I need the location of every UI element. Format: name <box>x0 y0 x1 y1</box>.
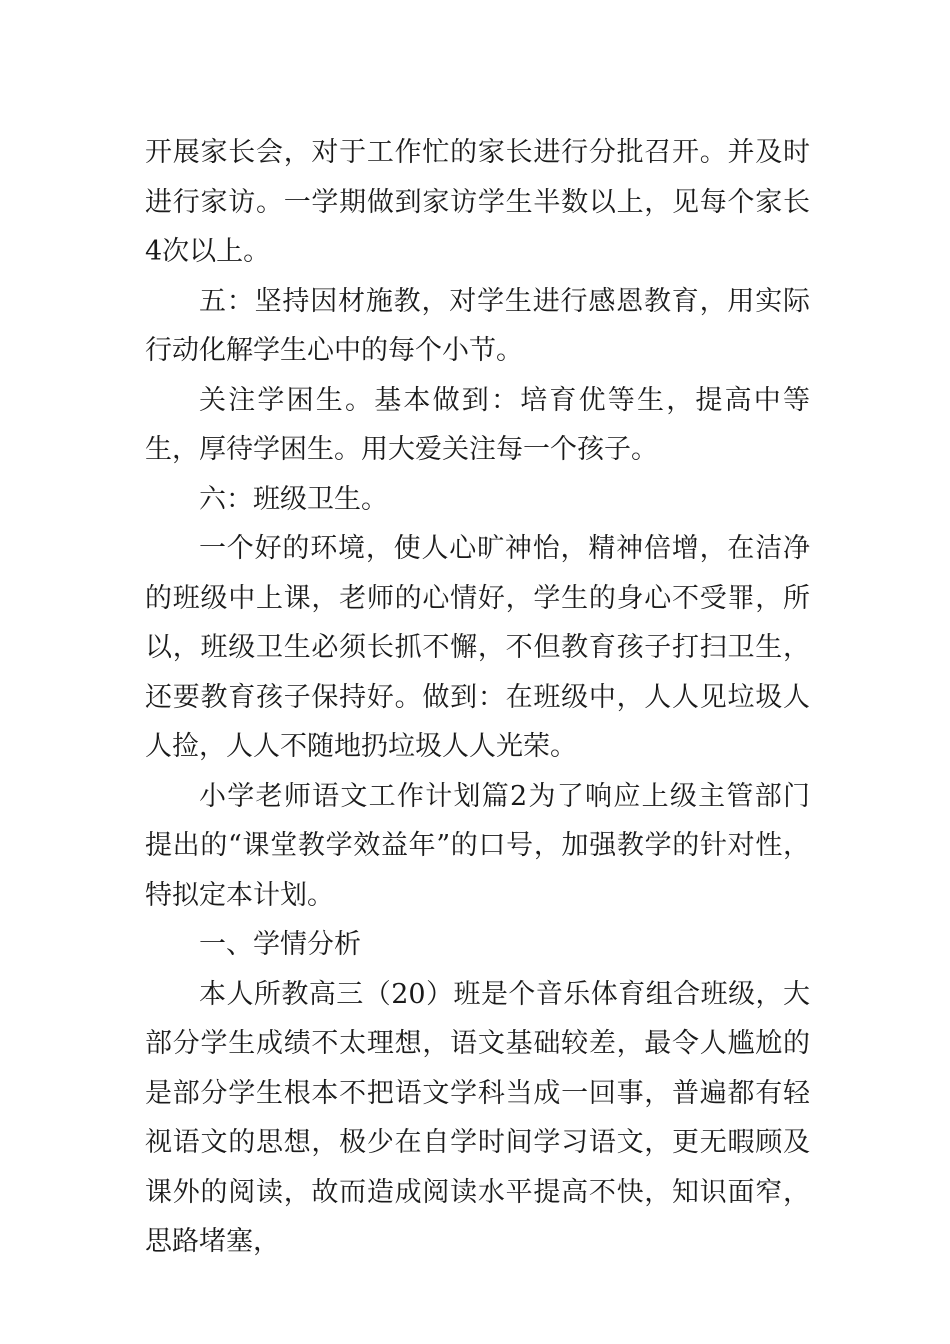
paragraph-struggling-students: 关注学困生。基本做到：培育优等生，提高中等生，厚待学困生。用大爱关注每一个孩子。 <box>145 384 810 465</box>
paragraph-section-six-heading: 六：班级卫生。 <box>199 483 388 515</box>
paragraph-class-hygiene: 一个好的环境，使人心旷神怡，精神倍增，在洁净的班级中上课，老师的心情好，学生的身心不受罪，所以，班级卫生必须长抓不懈，不但教育孩子打扫卫生，还要教育孩子保持好。做到：在班级中，人人见垃圾人人捡，人人不随地扔垃圾人人光荣。 <box>145 533 810 762</box>
document-body <box>145 128 810 1267</box>
paragraph-learning-analysis-heading: 一、学情分析 <box>199 929 361 960</box>
paragraph-parent-meetings: 开展家长会，对于工作忙的家长进行分批召开。并及时进行家访。一学期做到家访学生半数以上，见每个家长4次以上。 <box>145 137 810 267</box>
paragraph-plan-intro: 小学老师语文工作计划篇2为了响应上级主管部门提出的“课堂教学效益年”的口号，加强教学的针对性，特拟定本计划。 <box>145 780 810 911</box>
paragraph-section-five: 五：坚持因材施教，对学生进行感恩教育，用实际行动化解学生心中的每个小节。 <box>145 285 810 366</box>
paragraph-learning-analysis: 本人所教高三（20）班是个音乐体育组合班级，大部分学生成绩不太理想，语文基础较差，最令人尴尬的是部分学生根本不把语文学科当成一回事，普遍都有轻视语文的思想，极少在自学时间学习语文，更无暇顾及课外的阅读，故而造成阅读水平提高不快，知识面窄，思路堵塞， <box>145 978 810 1257</box>
